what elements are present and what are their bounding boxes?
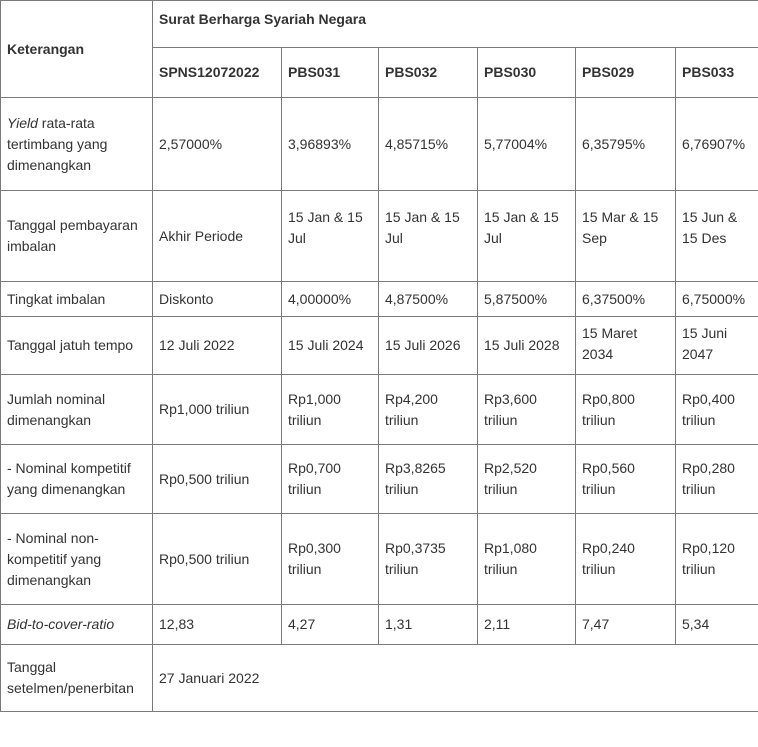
cell-value: 15 Juli 2026 [379, 317, 478, 375]
row-label-italic: Yield [7, 114, 38, 131]
cell-value: 4,87500% [379, 282, 478, 317]
cell-value: Rp3,8265 triliun [379, 445, 478, 514]
header-series: SPNS12072022 [153, 48, 282, 98]
cell-value: Rp1,000 triliun [153, 375, 282, 445]
header-row-group [1, 1, 758, 48]
row-imbalan [1, 282, 758, 317]
row-label [1, 98, 153, 191]
row-kompetitif [1, 445, 758, 514]
cell-value: 6,35795% [576, 98, 676, 191]
cell-value: 15 Juli 2024 [282, 317, 379, 375]
cell-value: 7,47 [576, 605, 676, 645]
cell-value: Rp4,200 triliun [379, 375, 478, 445]
row-label: Jumlah nominal dimenangkan [1, 375, 153, 445]
cell-value: Rp0,120 triliun [676, 514, 758, 605]
cell-value-setelmen: 27 Januari 2022 [153, 645, 758, 712]
header-series: PBS029 [576, 48, 676, 98]
cell-value: 3,96893% [282, 98, 379, 191]
row-pembayaran [1, 191, 758, 282]
cell-value: 6,75000% [676, 282, 758, 317]
header-series: PBS030 [478, 48, 576, 98]
cell-value: Rp0,240 triliun [576, 514, 676, 605]
cell-value: Rp0,400 triliun [676, 375, 758, 445]
cell-value: 4,27 [282, 605, 379, 645]
row-label: - Nominal kompetitif yang dimenangkan [1, 445, 153, 514]
row-label: - Nominal non-kompetitif yang dimenangkan [1, 514, 153, 605]
row-setelmen [1, 645, 758, 712]
cell-value: 15 Juli 2028 [478, 317, 576, 375]
row-label-rest: rata-rata tertimbang yang dimenangkan [7, 114, 108, 173]
row-label: Tanggal jatuh tempo [1, 317, 153, 375]
cell-value: 15 Juni 2047 [676, 317, 758, 375]
cell-value: Rp0,560 triliun [576, 445, 676, 514]
cell-value: Akhir Periode [153, 191, 282, 282]
cell-value: Rp0,280 triliun [676, 445, 758, 514]
cell-value: Rp0,3735 triliun [379, 514, 478, 605]
cell-value: 12,83 [153, 605, 282, 645]
row-btc [1, 605, 758, 645]
row-label: Tanggal setelmen/penerbitan [1, 645, 153, 712]
cell-value: 15 Jan & 15 Jul [478, 191, 576, 282]
cell-value: 2,57000% [153, 98, 282, 191]
header-series: PBS031 [282, 48, 379, 98]
cell-value: Rp1,000 triliun [282, 375, 379, 445]
cell-value: 15 Jun & 15 Des [676, 191, 758, 282]
row-label: Bid-to-cover-ratio [1, 605, 153, 645]
cell-value: Diskonto [153, 282, 282, 317]
cell-value: 6,37500% [576, 282, 676, 317]
cell-value: 4,00000% [282, 282, 379, 317]
cell-value: Rp0,500 triliun [153, 514, 282, 605]
cell-value: 6,76907% [676, 98, 758, 191]
cell-value: Rp0,300 triliun [282, 514, 379, 605]
cell-value: 5,77004% [478, 98, 576, 191]
cell-value: 5,34 [676, 605, 758, 645]
cell-value: 15 Jan & 15 Jul [379, 191, 478, 282]
cell-value: 4,85715% [379, 98, 478, 191]
cell-value: 5,87500% [478, 282, 576, 317]
row-nominal [1, 375, 758, 445]
cell-value: Rp0,800 triliun [576, 375, 676, 445]
cell-value: 1,31 [379, 605, 478, 645]
cell-value: 15 Maret 2034 [576, 317, 676, 375]
row-label: Tingkat imbalan [1, 282, 153, 317]
cell-value: 15 Jan & 15 Jul [282, 191, 379, 282]
cell-value: 15 Mar & 15 Sep [576, 191, 676, 282]
header-series: PBS032 [379, 48, 478, 98]
cell-value: Rp0,700 triliun [282, 445, 379, 514]
header-group-sbsn: Surat Berharga Syariah Negara [153, 1, 758, 48]
cell-value: Rp0,500 triliun [153, 445, 282, 514]
header-keterangan: Keterangan [1, 1, 153, 98]
row-non-kompetitif [1, 514, 758, 605]
cell-value: 12 Juli 2022 [153, 317, 282, 375]
cell-value: Rp1,080 triliun [478, 514, 576, 605]
header-series: PBS033 [676, 48, 758, 98]
cell-value: Rp3,600 triliun [478, 375, 576, 445]
cell-value: 2,11 [478, 605, 576, 645]
cell-value: Rp2,520 triliun [478, 445, 576, 514]
row-jatuh-tempo [1, 317, 758, 375]
row-yield [1, 98, 758, 191]
row-label: Tanggal pembayaran imbalan [1, 191, 153, 282]
